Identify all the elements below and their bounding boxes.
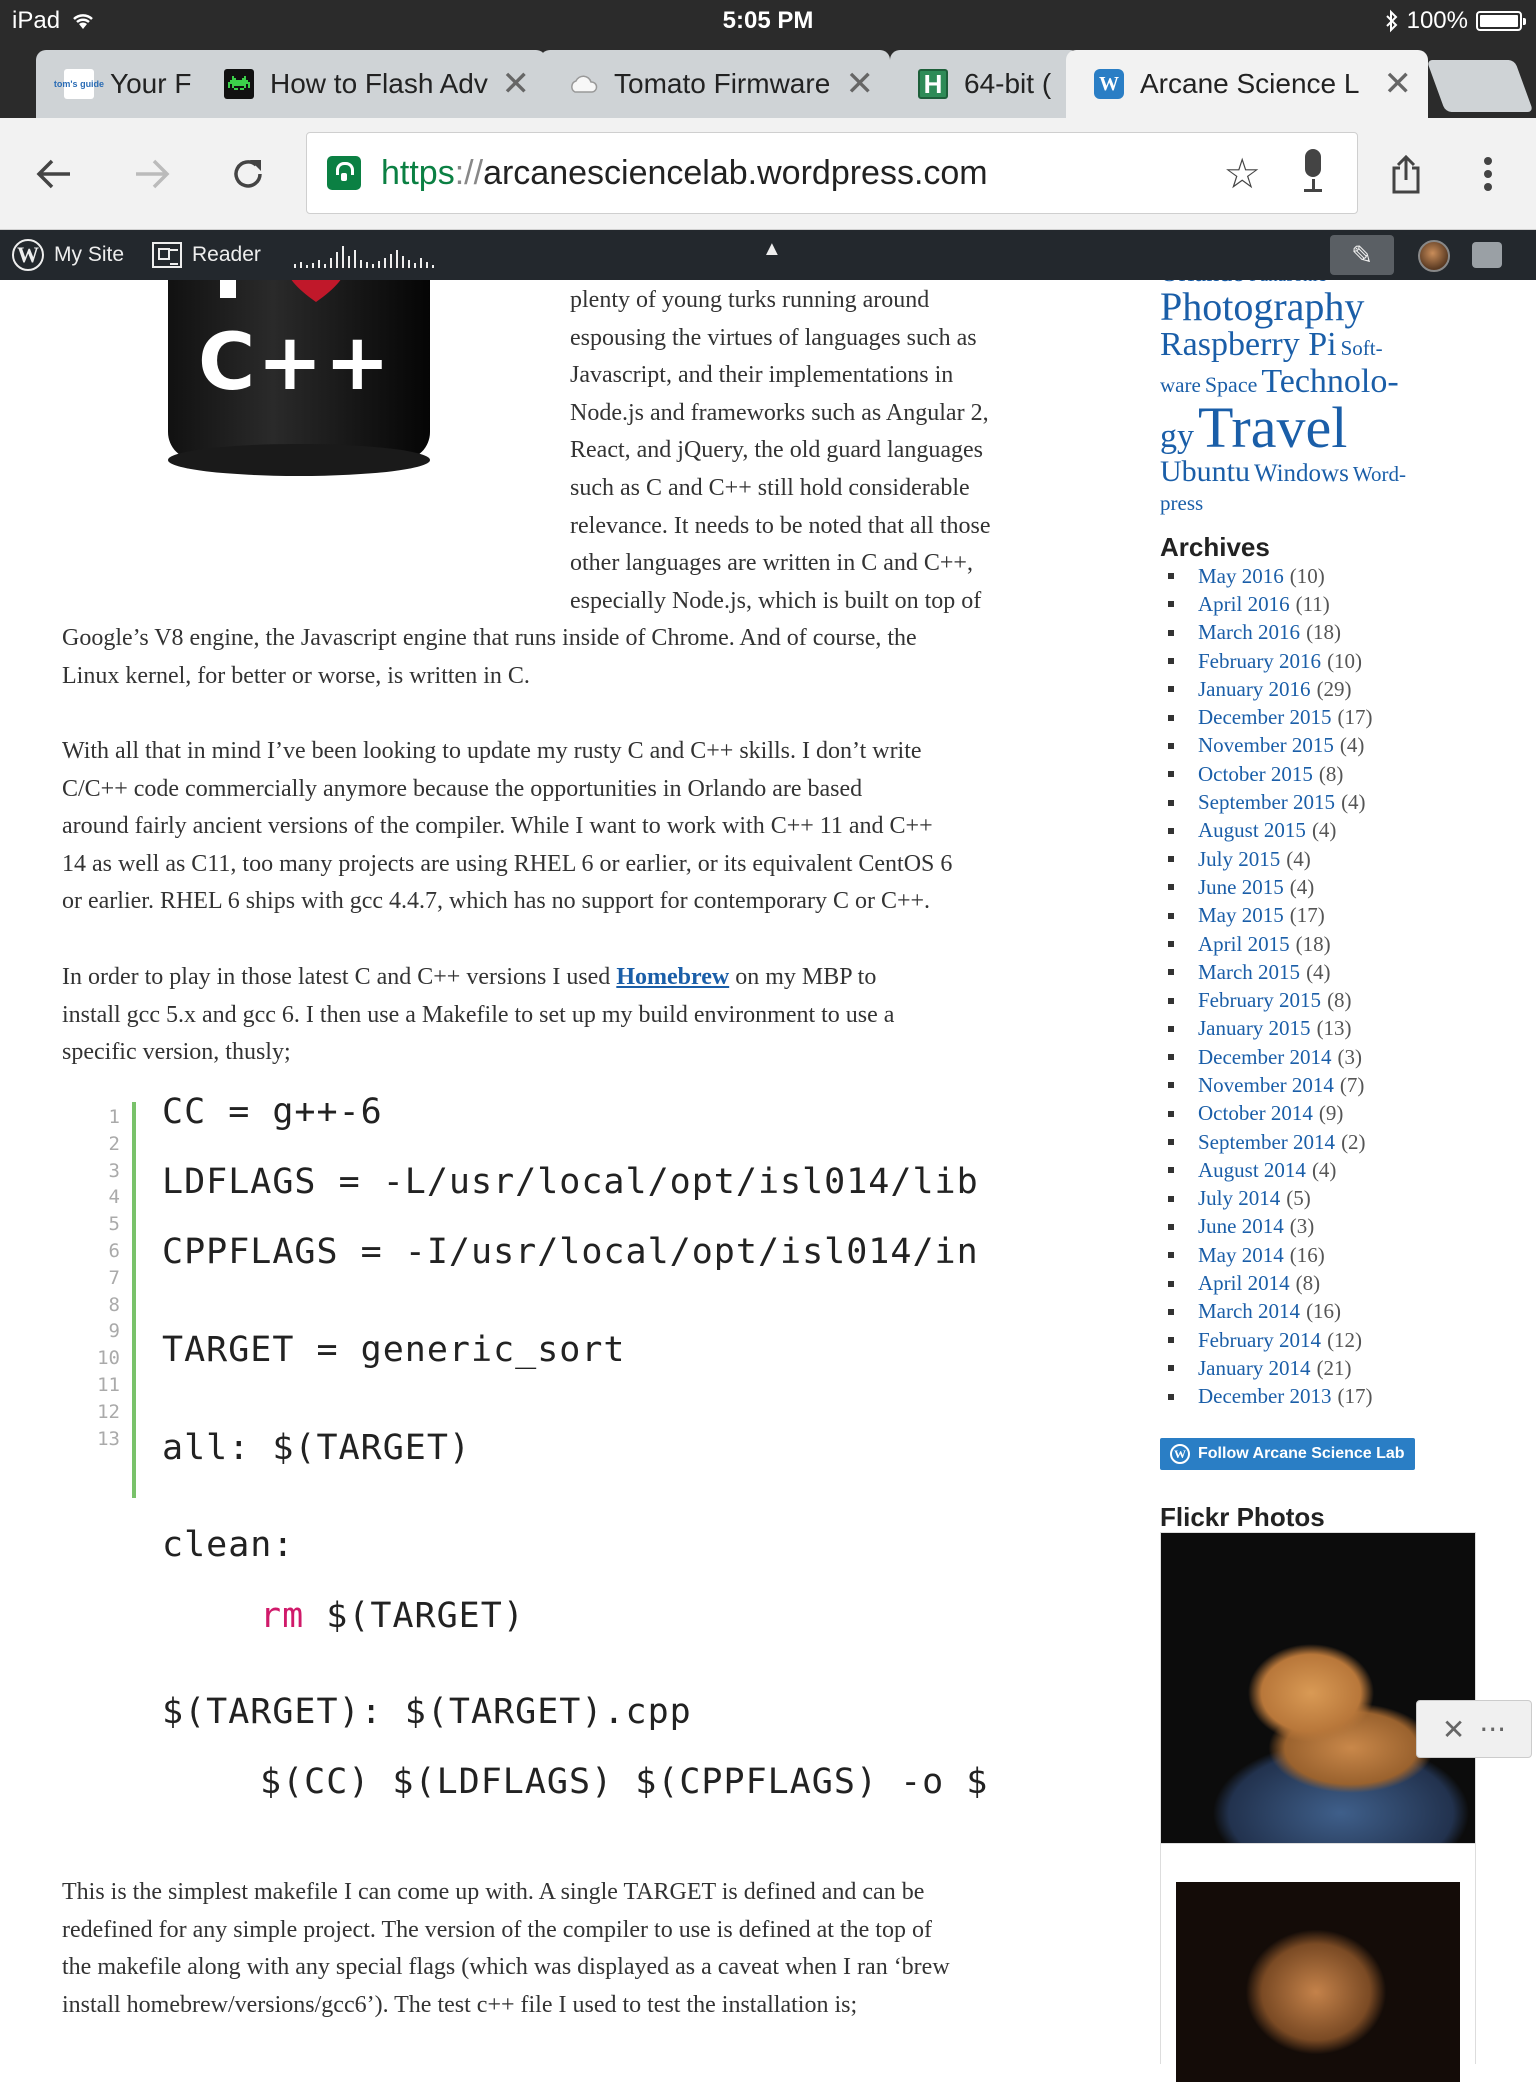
archive-item[interactable]: June 2015 (4) (1160, 873, 1500, 901)
archive-item[interactable]: March 2014 (16) (1160, 1298, 1500, 1326)
archive-item[interactable]: April 2016 (11) (1160, 590, 1500, 618)
share-icon[interactable] (1378, 146, 1434, 202)
archive-item[interactable]: September 2014 (2) (1160, 1128, 1500, 1156)
flickr-heading: Flickr Photos (1160, 1502, 1325, 1532)
intro-paragraph-tail: Google’s V8 engine, the Javascript engine that runs inside of Chrome. And of course, the Linux kernel, for better or worse, is written in C. (62, 625, 917, 689)
flickr-photo-kittens[interactable] (1176, 1882, 1460, 2082)
collapse-icon[interactable]: ▲ (762, 238, 782, 260)
tab-tomato-firmware[interactable] (540, 50, 890, 118)
archive-item[interactable]: April 2015 (18) (1160, 930, 1500, 958)
archive-item[interactable]: March 2016 (18) (1160, 619, 1500, 647)
homebrew-link[interactable]: Homebrew (616, 964, 730, 990)
archive-item[interactable]: December 2014 (3) (1160, 1043, 1500, 1071)
clock: 5:05 PM (722, 7, 814, 34)
microphone-icon[interactable] (1299, 147, 1327, 197)
close-icon[interactable]: ✕ (1383, 65, 1412, 103)
wordpress-icon: W (1094, 69, 1124, 99)
tag-link[interactable]: press (1160, 491, 1204, 515)
archive-item[interactable]: January 2015 (13) (1160, 1015, 1500, 1043)
tag-link[interactable]: Technolo- (1261, 363, 1399, 400)
archive-item[interactable]: February 2015 (8) (1160, 986, 1500, 1014)
archives-list (1160, 562, 1500, 1411)
reader-label: Reader (192, 243, 261, 266)
tag-link[interactable]: ware (1160, 373, 1201, 397)
archive-item[interactable]: December 2015 (17) (1160, 703, 1500, 731)
rm-keyword: rm (260, 1596, 305, 1636)
tag-link[interactable]: gy (1160, 418, 1194, 455)
code-line: LDFLAGS = -L/usr/local/opt/isl014/lib (162, 1162, 979, 1202)
archive-item[interactable]: July 2014 (5) (1160, 1185, 1500, 1213)
archive-item[interactable]: April 2014 (8) (1160, 1269, 1500, 1297)
floating-tools-button[interactable] (1416, 1700, 1532, 1758)
battery-percent: 100% (1406, 7, 1468, 34)
device-label: iPad (12, 7, 61, 34)
back-icon[interactable] (26, 146, 82, 202)
address-bar[interactable] (306, 132, 1358, 214)
toms-guide-icon: tom's guide (64, 69, 94, 99)
stats-sparkline-icon[interactable] (292, 242, 442, 268)
archives-heading: Archives (1160, 532, 1270, 562)
code-line: rm $(TARGET) (260, 1596, 525, 1636)
flickr-photo-cats[interactable] (1160, 1532, 1476, 1844)
new-tab-button[interactable] (1427, 60, 1534, 112)
h-icon: H (918, 69, 948, 99)
wp-admin-bar (0, 230, 1536, 280)
tag-link[interactable]: Ubuntu (1160, 455, 1250, 488)
intro-paragraph: plenty of young turks running around espousing the virtues of languages such as Javascript, and their implementations in Node.js and frameworks such as Angular 2, React, and jQuery, the old guard languages such as C and C++ still hold considerable relevance. It needs to be noted that all those other languages are written in C and C++, especially Node.js, which is built on top of (570, 287, 991, 614)
code-line: $(TARGET): $(TARGET).cpp (162, 1692, 692, 1732)
more-icon: ··· (1479, 1712, 1507, 1746)
code-line: CPPFLAGS = -I/usr/local/opt/isl014/in (162, 1232, 979, 1272)
skills-paragraph: With all that in mind I’ve been looking to update my rusty C and C++ skills. I don’t write C/C++ code commercially anymore because the opportunities in Orlando are based around fairly ancient versions of the compiler. While I want to work with C++ 11 and C++ 14 as well as C11, too many projects are using RHEL 6 or earlier, or its equivalent CentOS 6 or earlier. RHEL 6 ships with gcc 4.4.7, which has no support for contemporary C or C++. (62, 738, 953, 915)
archive-item[interactable]: June 2014 (3) (1160, 1213, 1500, 1241)
ios-status-bar (0, 0, 1536, 42)
avatar[interactable] (1418, 240, 1450, 272)
makefile-explanation-paragraph: This is the simplest makefile I can come up with. A single TARGET is defined and can be redefined for any simple project. The version of the compiler to use is defined at the top of the makefile along with any special flags (which was displayed as a caveat when I ran ‘brew install homebrew/versions/gcc6’). The test c++ file I used to test the installation is; (62, 1879, 950, 2018)
tab-strip (0, 42, 1536, 118)
archive-item[interactable]: February 2016 (10) (1160, 647, 1500, 675)
write-post-icon[interactable]: ✎ (1330, 235, 1394, 275)
tab-title: 64-bit ( (964, 68, 1052, 99)
tab-how-to-flash[interactable] (196, 50, 546, 118)
my-site-label: My Site (54, 243, 125, 266)
notifications-icon[interactable] (1472, 242, 1502, 268)
url-host: arcanesciencelab.wordpress.com (483, 153, 988, 192)
archive-item[interactable]: August 2014 (4) (1160, 1156, 1500, 1184)
archive-item[interactable]: October 2015 (8) (1160, 760, 1500, 788)
archive-item[interactable]: February 2014 (12) (1160, 1326, 1500, 1354)
archive-item[interactable]: May 2014 (16) (1160, 1241, 1500, 1269)
archive-item[interactable]: January 2016 (29) (1160, 675, 1500, 703)
reader-link[interactable] (152, 230, 261, 280)
browser-toolbar (0, 118, 1536, 230)
archive-item[interactable]: March 2015 (4) (1160, 958, 1500, 986)
tag-cloud (1160, 258, 1500, 518)
archive-item[interactable]: July 2015 (4) (1160, 845, 1500, 873)
archive-item[interactable]: November 2015 (4) (1160, 732, 1500, 760)
tag-link[interactable]: Raspberry Pi (1160, 326, 1337, 363)
reader-icon (152, 242, 182, 268)
tab-title: How to Flash Adv (270, 68, 488, 99)
url-scheme: https (381, 153, 455, 192)
close-icon[interactable]: ✕ (501, 65, 530, 103)
tag-link[interactable]: Windows (1254, 460, 1349, 487)
menu-icon[interactable] (1460, 146, 1516, 202)
follow-blog-button[interactable] (1160, 1438, 1415, 1470)
tag-link[interactable]: Travel (1198, 395, 1348, 460)
tag-link[interactable]: Photography (1160, 284, 1365, 329)
archive-item[interactable]: January 2014 (21) (1160, 1354, 1500, 1382)
tab-arcane-science[interactable] (1066, 50, 1428, 118)
cloud-icon (568, 69, 598, 99)
reload-icon[interactable] (220, 146, 276, 202)
line-number-gutter: 1 2 3 4 5 6 7 8 9 10 11 12 13 (97, 1106, 120, 1450)
tab-title: Tomato Firmware (614, 68, 831, 99)
mug-text: C++ (198, 318, 392, 408)
tag-link[interactable]: Word- (1352, 462, 1406, 486)
bookmark-star-icon[interactable]: ☆ (1223, 150, 1261, 197)
url-separator: :// (454, 153, 484, 192)
code-line: clean: (162, 1525, 295, 1565)
tag-link[interactable]: Soft- (1340, 336, 1383, 360)
archive-item[interactable]: December 2013 (17) (1160, 1383, 1500, 1411)
tools-icon: ✕ (1441, 1712, 1466, 1746)
archive-item[interactable]: September 2015 (4) (1160, 788, 1500, 816)
homebrew-paragraph: In order to play in those latest C and C++ versions I used Homebrew on my MBP to install gcc 5.x and gcc 6. I then use a Makefile to set up my build environment to use a specific version, thusly; (62, 964, 895, 1066)
archive-item[interactable]: October 2014 (9) (1160, 1100, 1500, 1128)
my-site-link[interactable] (12, 230, 124, 280)
bluetooth-icon (1385, 10, 1399, 32)
battery-icon (1476, 11, 1522, 31)
forward-icon[interactable] (124, 146, 180, 202)
space-invader-icon (224, 69, 254, 99)
makefile-code-block (80, 1092, 1070, 1802)
archive-item[interactable]: November 2014 (7) (1160, 1071, 1500, 1099)
gutter-bar (132, 1102, 136, 1498)
tag-link[interactable]: Space (1204, 372, 1258, 397)
follow-label: Follow Arcane Science Lab (1198, 1445, 1405, 1462)
close-icon[interactable]: ✕ (845, 65, 874, 103)
archive-item[interactable]: August 2015 (4) (1160, 817, 1500, 845)
archive-item[interactable]: May 2015 (17) (1160, 902, 1500, 930)
archive-item[interactable]: May 2016 (10) (1160, 562, 1500, 590)
code-line: CC = g++-6 (162, 1092, 383, 1132)
lock-icon (327, 156, 361, 190)
page-content (0, 280, 1536, 2048)
tab-title: Arcane Science L (1140, 68, 1360, 99)
code-line: $(CC) $(LDFLAGS) $(CPPFLAGS) -o $ (260, 1762, 989, 1802)
i-love-cpp-mug-image (168, 260, 430, 460)
tab-title: Your F (110, 68, 192, 99)
code-line: all: $(TARGET) (162, 1428, 472, 1468)
tab-64-bit[interactable] (890, 50, 1080, 118)
code-line: TARGET = generic_sort (162, 1330, 626, 1370)
wordpress-icon: W (1170, 1444, 1190, 1464)
wordpress-logo-icon: W (12, 239, 44, 271)
